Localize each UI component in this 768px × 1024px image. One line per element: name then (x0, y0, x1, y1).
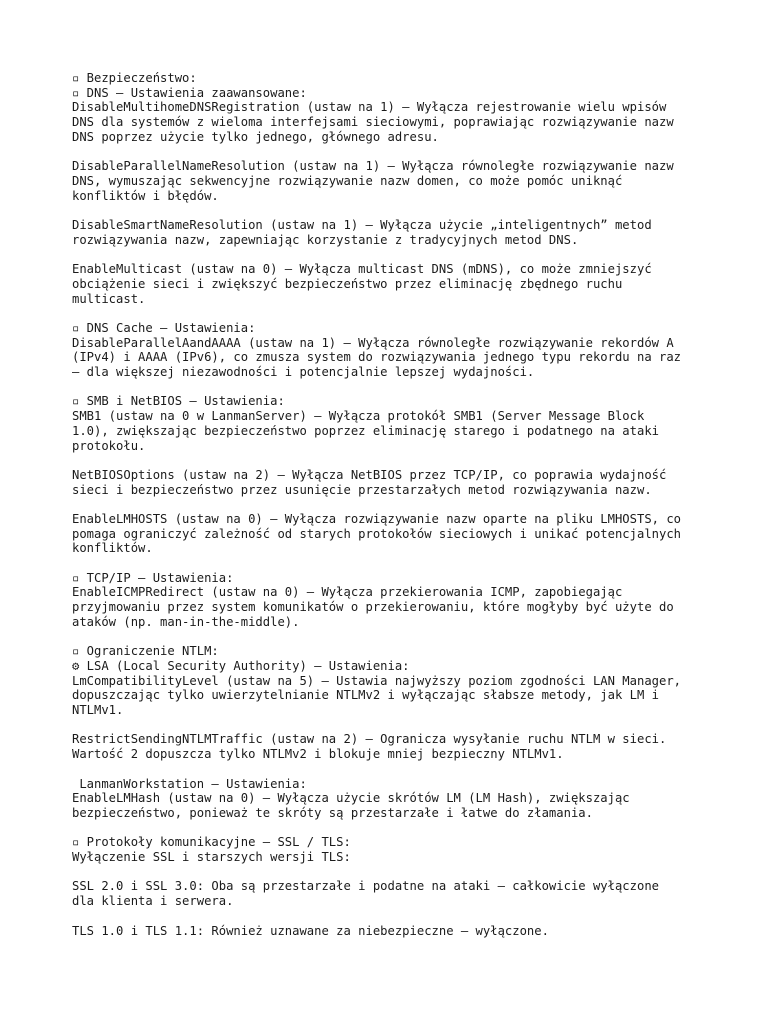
paragraph-gap (72, 821, 708, 836)
text-line: NTLMv1. (72, 703, 124, 718)
text-line: ataków (np. man-in-the-middle). (72, 614, 300, 629)
text-line: DNS, wymuszając sekwencyjne rozwiązywanie nazw domen, co może pomóc uniknąć (72, 173, 623, 188)
text-paragraph (72, 394, 708, 453)
text-line: DNS dla systemów z wieloma interfejsami sieciowymi, poprawiając rozwiązywanie nazw (72, 115, 674, 130)
text-line: DisableParallelNameResolution (ustaw na 1) – Wyłącza równoległe rozwiązywanie nazw (72, 159, 674, 174)
text-line: multicast. (72, 291, 146, 306)
text-line: DisableSmartNameResolution (ustaw na 1) – Wyłącza użycie „inteligentnych” metod (72, 218, 652, 232)
text-line: – dla większej niezawodności i potencjalnie lepszej wydajności. (72, 365, 535, 379)
paragraph-gap (72, 453, 708, 468)
text-line: RestrictSendingNTLMTraffic (ustaw na 2) – Ogranicza wysyłanie ruchu NTLM w sieci. (72, 732, 667, 747)
paragraph-gap (72, 630, 708, 645)
text-line: dopuszczając tylko uwierzytelnianie NTLMv2 i wyłączając słabsze metody, jak LM i (72, 688, 659, 703)
text-line: NetBIOSOptions (ustaw na 2) – Wyłącza NetBIOS przez TCP/IP, co poprawia wydajność (72, 467, 667, 482)
text-line: 1.0), zwiększając bezpieczeństwo poprzez eliminację starego i podatnego na ataki (72, 423, 659, 438)
text-paragraph (72, 644, 708, 718)
text-paragraph (72, 879, 708, 908)
text-line: Wyłączenie SSL i starszych wersji TLS: (72, 850, 351, 865)
text-line: ▫ Bezpieczeństwo: (72, 71, 197, 85)
text-paragraph (72, 835, 708, 864)
paragraph-gap (72, 306, 708, 321)
paragraph-gap (72, 497, 708, 512)
text-line: SSL 2.0 i SSL 3.0: Oba są przestarzałe i podatne na ataki – całkowicie wyłączone (72, 879, 659, 894)
text-line: DNS poprzez użycie tylko jednego, głównego adresu. (72, 129, 439, 144)
text-line: ▫ TCP/IP – Ustawienia: (72, 570, 234, 585)
text-line: SMB1 (ustaw na 0 w LanmanServer) – Wyłącza protokół SMB1 (Server Message Block (72, 409, 645, 424)
text-paragraph (72, 159, 708, 203)
text-paragraph (72, 777, 708, 821)
text-paragraph (72, 571, 708, 630)
text-paragraph (72, 71, 708, 145)
text-line: EnableMulticast (ustaw na 0) – Wyłącza multicast DNS (mDNS), co może zmniejszyć (72, 262, 652, 277)
text-line: bezpieczeństwo, ponieważ te skróty są przestarzałe i łatwe do złamania. (72, 805, 593, 820)
text-line: EnableLMHOSTS (ustaw na 0) – Wyłącza rozwiązywanie nazw oparte na pliku LMHOSTS, co (72, 511, 682, 526)
paragraph-gap (72, 865, 708, 880)
text-line: TLS 1.0 i TLS 1.1: Również uznawane za niebezpieczne – wyłączone. (72, 923, 549, 938)
paragraph-gap (72, 762, 708, 777)
text-line: konfliktów. (72, 541, 153, 556)
text-line: sieci i bezpieczeństwo przez usunięcie przestarzałych metod rozwiązywania nazw. (72, 482, 652, 497)
text-line: Wartość 2 dopuszcza tylko NTLMv2 i blokuje mniej bezpieczny NTLMv1. (72, 747, 564, 762)
text-paragraph (72, 924, 708, 939)
text-line: pomaga ograniczyć zależność od starych protokołów sieciowych i unikać potencjalnych (72, 526, 682, 541)
text-paragraph (72, 468, 708, 497)
paragraph-gap (72, 380, 708, 395)
text-line: obciążenie sieci i zwiększyć bezpieczeństwo przez eliminację zbędnego ruchu (72, 276, 623, 291)
text-line: LanmanWorkstation – Ustawienia: (72, 776, 307, 791)
paragraph-gap (72, 247, 708, 262)
text-line: ⚙ LSA (Local Security Authority) – Ustawienia: (72, 658, 410, 673)
text-line: ▫ Protokoły komunikacyjne – SSL / TLS: (72, 835, 351, 850)
text-paragraph (72, 321, 708, 380)
text-line: przyjmowaniu przez system komunikatów o przekierowaniu, które mogłyby być użyte do (72, 600, 674, 615)
text-line: protokołu. (72, 438, 146, 453)
text-line: (IPv4) i AAAA (IPv6), co zmusza system do rozwiązywania jednego typu rekordu na raz (72, 350, 682, 365)
paragraph-gap (72, 203, 708, 218)
text-line: DisableParallelAandAAAA (ustaw na 1) – Wyłącza równoległe rozwiązywanie rekordów A (72, 335, 674, 350)
text-paragraph (72, 512, 708, 556)
paragraph-gap (72, 556, 708, 571)
text-paragraph (72, 262, 708, 306)
text-paragraph (72, 732, 708, 761)
text-line: EnableICMPRedirect (ustaw na 0) – Wyłącza przekierowania ICMP, zapobiegając (72, 585, 623, 600)
text-line: ▫ Ograniczenie NTLM: (72, 644, 219, 659)
paragraph-gap (72, 145, 708, 160)
paragraph-gap (72, 909, 708, 924)
text-line: EnableLMHash (ustaw na 0) – Wyłącza użycie skrótów LM (LM Hash), zwiększając (72, 791, 630, 806)
text-paragraph (72, 218, 708, 247)
text-line: dla klienta i serwera. (72, 894, 234, 909)
text-line: DisableMultihomeDNSRegistration (ustaw na 1) – Wyłącza rejestrowanie wielu wpisów (72, 100, 667, 115)
text-line: LmCompatibilityLevel (ustaw na 5) – Ustawia najwyższy poziom zgodności LAN Manager, (72, 673, 682, 688)
paragraph-gap (72, 718, 708, 733)
text-line: ▫ SMB i NetBIOS – Ustawienia: (72, 394, 285, 409)
text-line: konfliktów i błędów. (72, 188, 219, 203)
text-line: ▫ DNS – Ustawienia zaawansowane: (72, 85, 307, 100)
text-line: ▫ DNS Cache – Ustawienia: (72, 320, 256, 335)
text-line: rozwiązywania nazw, zapewniając korzystanie z tradycyjnych metod DNS. (72, 232, 579, 247)
